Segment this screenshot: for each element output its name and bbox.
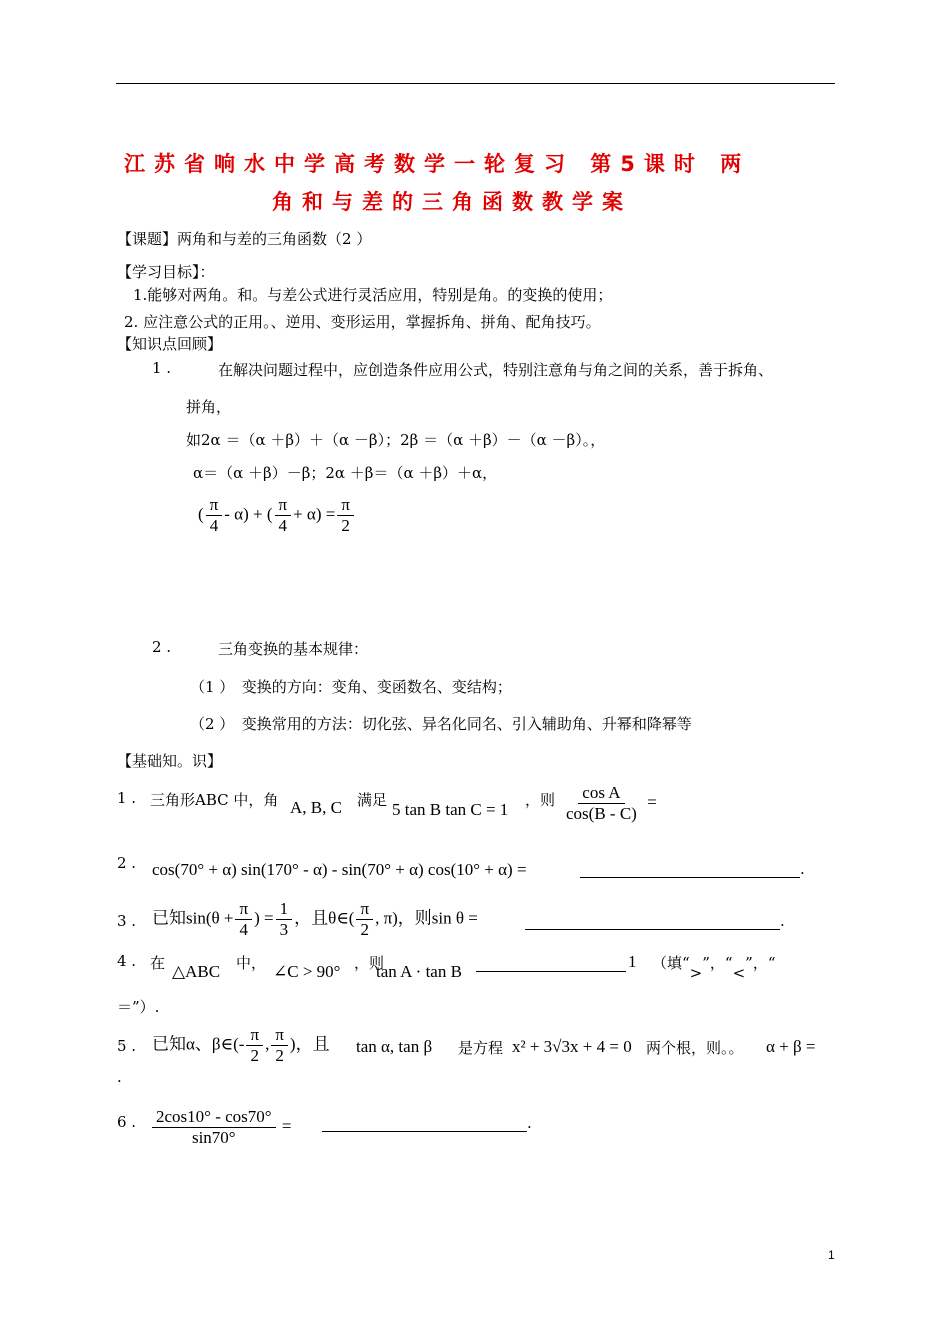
review-item-1-continued: 拼角，	[186, 398, 232, 416]
question-4-pre: 在	[150, 954, 166, 972]
review-heading: 【知识点回顾】	[117, 335, 223, 353]
question-2-number: 2 .	[117, 854, 137, 872]
question-1-number: 1 .	[117, 789, 137, 807]
question-4-mid: 中，	[236, 954, 267, 972]
goal-item-1: 1.能够对两角。和。与差公式进行灵活应用，特别是角。的变换的使用；	[133, 286, 613, 304]
header-rule	[116, 83, 835, 84]
review-item-2-text: 三角变换的基本规律：	[218, 640, 369, 658]
review-item-1-text: 在解决问题过程中，应创造条件应用公式，特别注意角与角之间的关系，善于拆角、	[218, 361, 774, 379]
basic-heading: 【基础知。识】	[117, 752, 223, 770]
question-3-number: 3 .	[117, 912, 137, 930]
question-4-fill: （填“>”，“<”，“	[652, 954, 776, 982]
review-item-2-number: 2 .	[152, 638, 172, 656]
angle-identity-3: ( $\frac{\pi}{4}$ - α) + ( $\frac{\pi}{4}$ + α) = $\frac{\pi}{2}$	[198, 496, 356, 535]
question-4-expression: tan A · tan B	[376, 962, 462, 981]
question-2-expression: cos(70° + α) sin(170° - α) - sin(70° + α) cos(10° + α) =	[152, 860, 527, 879]
question-6-fraction: $\frac{2\cos 10^\circ - \cos 70^\circ}{\sin 70^\circ}$ =	[150, 1108, 291, 1147]
question-5-is: 是方程	[458, 1039, 504, 1057]
question-5-sum: α + β =	[766, 1037, 816, 1056]
title-line-1: 江苏省响水中学高考数学一轮复习 第5课时 两	[124, 152, 751, 176]
question-3-expression: 已知sin(θ + $\frac{\pi}{4}$ ) = $\frac{1}{3}$ ，且θ∈( $\frac{\pi}{2}$ , π)，则sin θ =	[152, 899, 478, 939]
angle-identity-2: α＝（α ＋β）－β；2α ＋β＝（α ＋β）＋α，	[193, 464, 498, 482]
topic: 【课题】两角和与差的三角函数（2 ）	[117, 230, 372, 248]
question-4-answer	[476, 954, 626, 972]
title-line-2: 角和与差的三角函数教学案	[272, 190, 632, 214]
question-4-angle: ∠C > 90°	[273, 962, 341, 981]
question-1-condition: 5 tan B tan C = 1	[392, 800, 509, 819]
question-5-domain: 已知α、β∈(- $\frac{\pi}{2}$ , $\frac{\pi}{2}$ )，且	[152, 1025, 330, 1065]
question-1-text: 三角形ABC 中，角	[150, 791, 279, 809]
question-5-dot: .	[117, 1068, 122, 1086]
question-4-one: 1	[628, 952, 637, 971]
question-2-answer: .	[580, 860, 805, 878]
question-1-vars: A, B, C	[290, 798, 342, 817]
question-5-roots: 两个根，则。。	[646, 1039, 744, 1057]
question-1-then: ，则	[525, 791, 556, 809]
question-6-number: 6 .	[117, 1113, 137, 1131]
angle-identity-1: 如2α ＝（α ＋β）＋（α －β）；2β ＝（α ＋β）－（α －β）。，	[186, 431, 606, 449]
question-4-triangle: △ABC	[172, 962, 221, 981]
question-6-answer: .	[322, 1114, 532, 1132]
review-item-1-number: 1 .	[152, 359, 172, 377]
question-5-tans: tan α, tan β	[356, 1037, 433, 1056]
question-4-number: 4 .	[117, 952, 137, 970]
question-5-number: 5 .	[117, 1037, 137, 1055]
question-3-answer: .	[525, 912, 785, 930]
question-4-continued: ＝”）.	[117, 998, 160, 1016]
question-1-fraction: $\frac{\text{cos A}}{\cos(B - C)}$ =	[566, 783, 657, 823]
goal-item-2: 2. 应注意公式的正用。、逆用、变形运用，掌握拆角、拼角、配角技巧。	[124, 313, 601, 331]
page-number: 1	[828, 1248, 835, 1262]
question-1-cond-label: 满足	[357, 791, 388, 809]
review-item-2a: （1 ） 变换的方向：变角、变函数名、变结构；	[190, 678, 512, 696]
goals-heading: 【学习目标】：	[117, 263, 215, 281]
question-5-equation: x² + 3√3x + 4 = 0	[512, 1037, 632, 1056]
review-item-2b: （2 ） 变换常用的方法：切化弦、异名化同名、引入辅助角、升幂和降幂等	[190, 715, 692, 733]
question-4-then: ，则	[354, 954, 385, 972]
